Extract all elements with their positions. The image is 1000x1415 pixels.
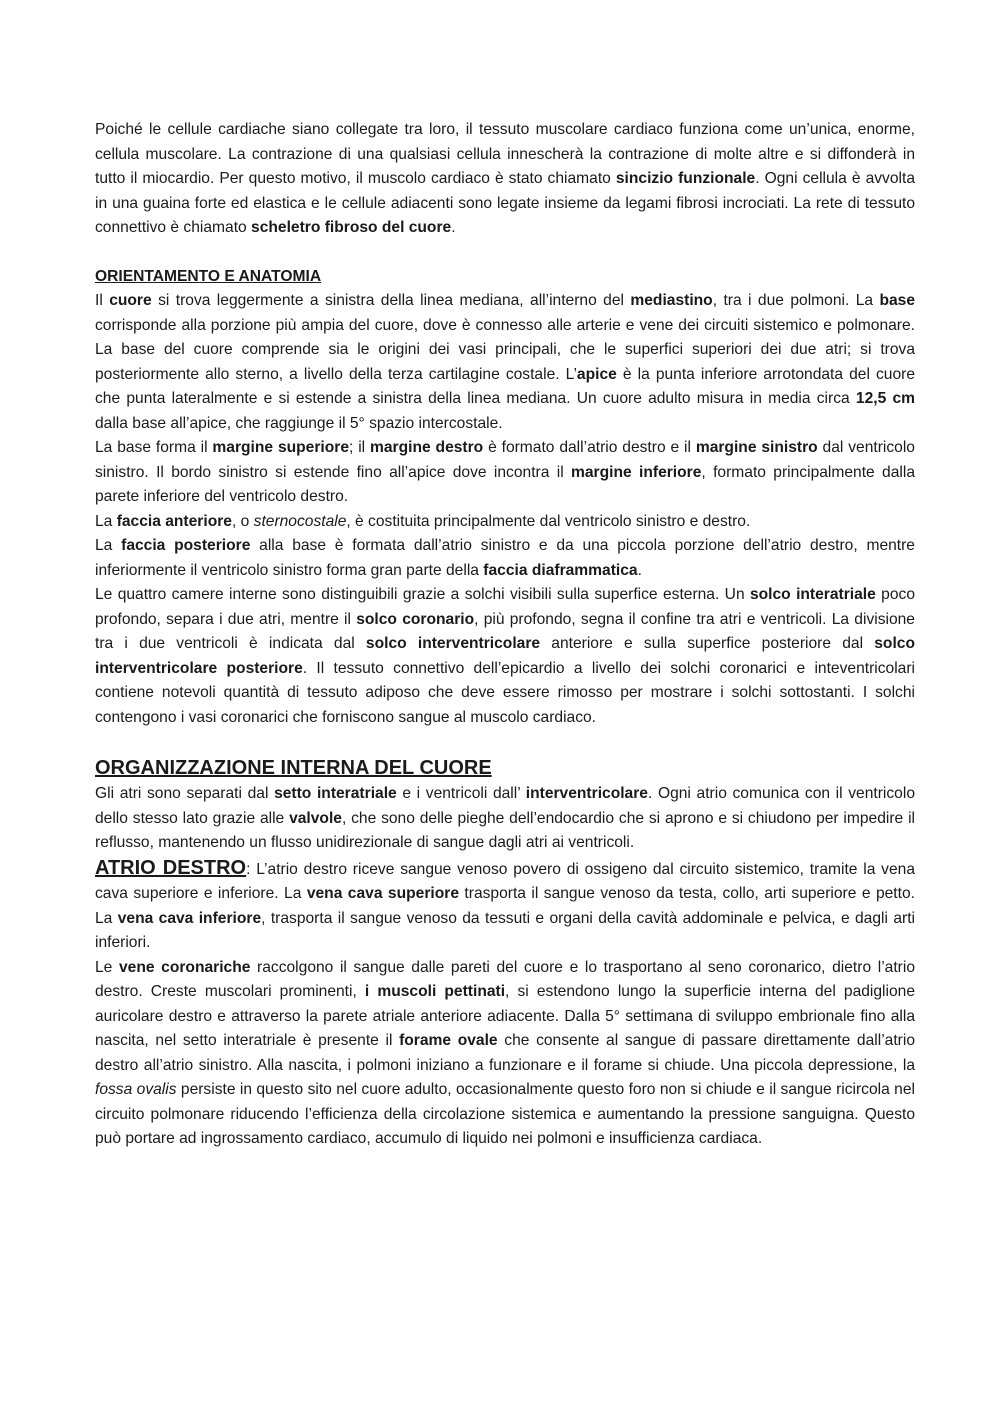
text-run: Le quattro camere interne sono distinguibili grazie a solchi visibili sulla superfice esterna. Un (95, 586, 750, 603)
text-run: . Il tessuto connettivo dell’epicardio a livello dei solchi coronarici e inteventricolari contiene notevoli quantità di tessuto adiposo che deve essere rimosso per mostrare i solchi sottostanti. I solchi contengono i vasi coronarici che forniscono sangue al muscolo cardiaco. (95, 659, 915, 726)
text-run: si trova leggermente a sinistra della linea mediana, all’interno del (151, 292, 631, 309)
paragraph-atrio-destro (95, 856, 915, 956)
bold-term: margine inferiore (571, 463, 702, 481)
bold-term: faccia posteriore (121, 537, 251, 554)
bold-term: vena cava inferiore (117, 909, 262, 927)
bold-term: mediastino (630, 292, 713, 309)
bold-term: interventricolare (525, 785, 648, 802)
bold-term: solco interventricolare (365, 635, 541, 652)
bold-term: vena cava superiore (306, 885, 459, 902)
bold-term: margine superiore (212, 439, 350, 456)
text-run: Gli atri sono separati dal (95, 785, 275, 802)
bold-term: 12,5 cm (855, 390, 915, 407)
text-run: La base forma il (95, 439, 213, 456)
bold-term: faccia anteriore (116, 512, 232, 530)
bold-term: valvole (289, 809, 342, 827)
bold-term: solco interatriale (749, 586, 876, 603)
text-run: , trasporta il sangue venoso da tessuti e organi della cavità addominale e pelvica, e dagli arti inferiori. (95, 909, 915, 951)
bold-term: cuore (109, 292, 152, 309)
text-run: , o (231, 512, 254, 530)
text-run: . (451, 219, 456, 236)
paragraph-faccia-anteriore (95, 510, 915, 535)
text-run: dal ventricolo sinistro. Il bordo sinistro si estende fino all’apice dove incontra il (95, 439, 915, 481)
italic-term: sternocostale (253, 512, 347, 530)
italic-term: fossa ovalis (95, 1081, 177, 1098)
text-run: Poiché le cellule cardiache siano collegate tra loro, il tessuto muscolare cardiaco funziona come un’unica, enorme, cellula muscolare. La contrazione di una qualsiasi cellula innescherà la contrazione di molte altre e si diffonderà in tutto il miocardio. Per questo motivo, il muscolo cardiaco è stato chiamato (95, 121, 915, 187)
text-run: poco profondo, separa i due atri, mentre il (95, 586, 915, 628)
text-run: ; il (349, 439, 371, 456)
text-run: e i ventricoli dall’ (396, 785, 526, 802)
bold-term: sincizio funzionale (615, 170, 756, 187)
text-run: , che sono delle pieghe dell’endocardio che si aprono e si chiudono per impedire il reflusso, mantenendo un flusso unidirezionale di sangue dagli atri ai ventricoli. (95, 809, 915, 851)
bold-term: apice (576, 365, 617, 383)
bold-term: forame ovale (399, 1032, 498, 1049)
heading-atrio-destro: ATRIO DESTRO (95, 856, 247, 879)
text-run: La (95, 512, 117, 530)
bold-term: i muscoli pettinati (364, 983, 506, 1000)
bold-term: margine sinistro (695, 439, 818, 456)
heading-orientamento: ORIENTAMENTO E ANATOMIA (95, 267, 322, 285)
paragraph-faccia-posteriore (95, 534, 915, 583)
text-run: Il (95, 292, 110, 309)
text-run: . Ogni atrio comunica con il ventricolo dello stesso lato grazie alle (95, 785, 915, 827)
text-run: persiste in questo sito nel cuore adulto, occasionalmente questo foro non si chiude e il sangue ricircola nel circuito polmonare riducendo l’efficienza della circolazione sistemica e aumentando la pressione sanguigna. Questo può portare ad ingrossamento cardiaco, accumulo di liquido nei polmoni e insufficienza cardiaca. (95, 1081, 915, 1147)
paragraph-atri-ventricoli (95, 782, 915, 856)
bold-term: base (879, 292, 915, 309)
paragraph-solchi (95, 583, 915, 730)
bold-term: scheletro fibroso del cuore (251, 219, 452, 236)
text-run: dalla base all’apice, che raggiunge il 5° spazio intercostale. (95, 414, 503, 432)
paragraph-cuore (95, 289, 915, 436)
bold-term: margine destro (370, 439, 484, 456)
text-run: anteriore e sulla superfice posteriore dal (540, 635, 875, 652)
text-run: corrisponde alla porzione più ampia del cuore, dove è connesso alle arterie e vene dei circuiti sistemico e polmonare. La base del cuore comprende sia le origini dei vasi principali, che le superfici superiori dei due atri; si trova posteriormente allo sterno, a livello della terza cartilagine costale. L’ (95, 316, 915, 383)
text-run: , più profondo, segna il confine tra atri e ventricoli. La divisione tra i due ventricoli è indicata dal (95, 610, 915, 652)
text-run: alla base è formata dall’atrio sinistro e da una piccola porzione dell’atrio destro, mentre inferiormente il ventricolo sinistro forma gran parte della (95, 537, 915, 579)
text-run: raccolgono il sangue dalle pareti del cuore e lo trasportano al seno coronarico, dietro l’atrio destro. Creste muscolari prominenti, (95, 958, 916, 1000)
text-run: : L’atrio destro riceve sangue venoso povero di ossigeno dal circuito sistemico, tramite la vena cava superiore e inferiore. La (95, 860, 916, 902)
bold-term: vene coronariche (118, 958, 251, 976)
text-run: , si estendono lungo la superficie interna del padiglione auricolare destro e attraverso la parete atriale anteriore adiacente. Dalla 5° settimana di sviluppo embrionale fino alla nascita, nel setto interatriale è presente il (95, 983, 915, 1049)
text-run: , tra i due polmoni. La (712, 292, 880, 309)
text-run: che consente al sangue di passare direttamente dall’atrio destro all’atrio sinistro. Alla nascita, i polmoni iniziano a funzionare e il forame si chiude. Una piccola depressione, la (95, 1032, 915, 1074)
text-run: . Ogni cellula è avvolta in una guaina forte ed elastica e le cellule adiacenti sono legate insieme da legami fibrosi incrociati. La rete di tessuto connettivo è chiamato (95, 170, 915, 236)
text-run: , formato principalmente dalla parete inferiore del ventricolo destro. (95, 463, 916, 505)
bold-term: faccia diaframmatica (483, 561, 638, 579)
text-run: Le (95, 958, 119, 976)
paragraph-margini (95, 436, 915, 510)
paragraph-intro (95, 118, 915, 241)
document-page (95, 118, 915, 1152)
bold-term: solco interventricolare posteriore (95, 635, 915, 677)
heading-organizzazione: ORGANIZZAZIONE INTERNA DEL CUORE (95, 757, 492, 779)
text-run: trasporta il sangue venoso da testa, collo, arti superiore e petto. La (95, 885, 915, 927)
paragraph-vene-coronariche (95, 956, 915, 1152)
bold-term: solco coronario (356, 610, 475, 628)
text-run: La (95, 537, 122, 554)
text-run: è la punta inferiore arrotondata del cuore che punta lateralmente e si estende a sinistra della linea mediana. Un cuore adulto misura in media circa (95, 365, 916, 407)
text-run: , è costituita principalmente dal ventricolo sinistro e destro. (346, 512, 751, 530)
text-run: . (637, 561, 642, 579)
bold-term: setto interatriale (274, 785, 397, 802)
text-run: è formato dall’atrio destro e il (483, 439, 696, 456)
